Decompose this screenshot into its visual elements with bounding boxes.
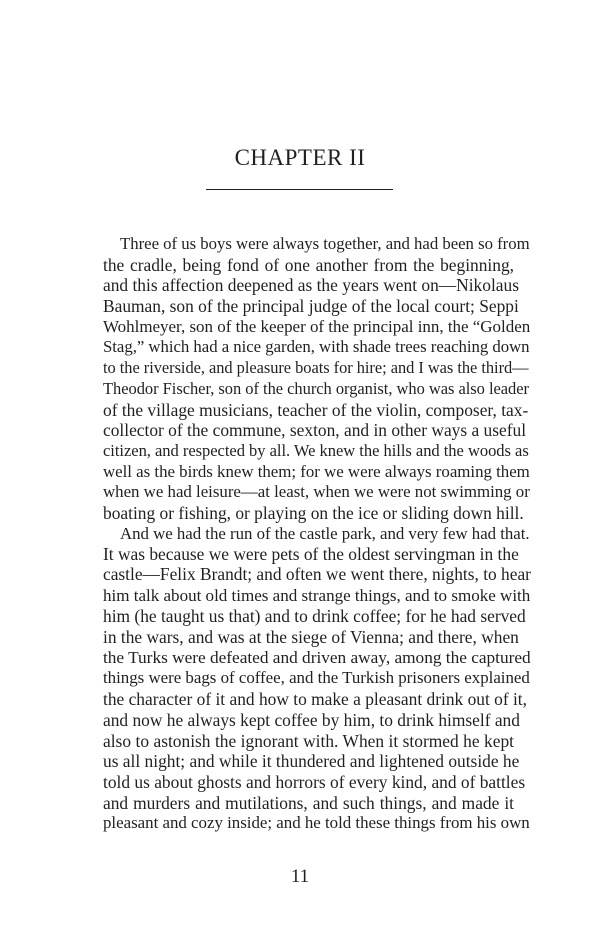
text-line: also to astonish the ignorant with. When it stormed he kept xyxy=(103,730,514,751)
text-line: and murders and mutilations, and such things, and made it xyxy=(103,792,514,813)
text-line: of the village musicians, teacher of the violin, composer, tax- xyxy=(103,399,529,420)
text-line: told us about ghosts and horrors of every kind, and of battles xyxy=(103,771,526,792)
text-line: And we had the run of the castle park, and very few had that. xyxy=(120,523,530,543)
text-line: things were bags of coffee, and the Turkish prisoners explained xyxy=(103,668,530,688)
chapter-divider xyxy=(206,189,393,190)
page-number: 11 xyxy=(290,866,310,887)
text-line: to the riverside, and pleasure boats for hire; and I was the third— xyxy=(103,358,529,378)
text-line: him (he taught us that) and to drink coffee; for he had served xyxy=(103,606,526,627)
text-line: collector of the commune, sexton, and in other ways a useful xyxy=(103,420,527,441)
text-line: It was because we were pets of the oldest servingman in the xyxy=(103,544,519,565)
text-line: citizen, and respected by all. We knew the hills and the woods as xyxy=(103,440,529,460)
text-line: the character of it and how to make a pleasant drink out of it, xyxy=(103,689,527,710)
paragraph-1 xyxy=(86,234,531,524)
text-line: Theodor Fischer, son of the church organist, who was also leader xyxy=(103,378,529,398)
chapter-title: CHAPTER II xyxy=(234,145,366,170)
text-line: in the wars, and was at the siege of Vienna; and there, when xyxy=(103,627,519,648)
text-line: Bauman, son of the principal judge of the local court; Seppi xyxy=(103,296,519,317)
text-line: castle—Felix Brandt; and often we went there, nights, to hear xyxy=(103,565,531,584)
text-line: and this affection deepened as the years went on—Nikolaus xyxy=(103,275,519,296)
text-line: boating or fishing, or playing on the ice or sliding down hill. xyxy=(103,502,524,523)
text-line: and now he always kept coffee by him, to drink himself and xyxy=(103,709,520,730)
text-line: Three of us boys were always together, and had been so from xyxy=(120,234,530,253)
text-line: pleasant and cozy inside; and he told these things from his own xyxy=(103,813,530,833)
text-line: him talk about old times and strange things, and to smoke with xyxy=(103,585,531,605)
text-line: the cradle, being fond of one another from the beginning, xyxy=(103,254,514,275)
text-line: us all night; and while it thundered and lightened outside he xyxy=(103,751,520,772)
text-line: Stag,” which had a nice garden, with shade trees reaching down xyxy=(103,337,530,357)
text-line: when we had leisure—at least, when we were not swimming or xyxy=(103,482,530,502)
text-line: the Turks were defeated and driven away, among the captured xyxy=(103,647,531,667)
paragraph-2 xyxy=(86,523,531,834)
body-text xyxy=(86,234,531,834)
text-line: well as the birds knew them; for we were always roaming them xyxy=(103,461,530,481)
text-line: Wohlmeyer, son of the keeper of the principal inn, the “Golden xyxy=(103,316,531,336)
